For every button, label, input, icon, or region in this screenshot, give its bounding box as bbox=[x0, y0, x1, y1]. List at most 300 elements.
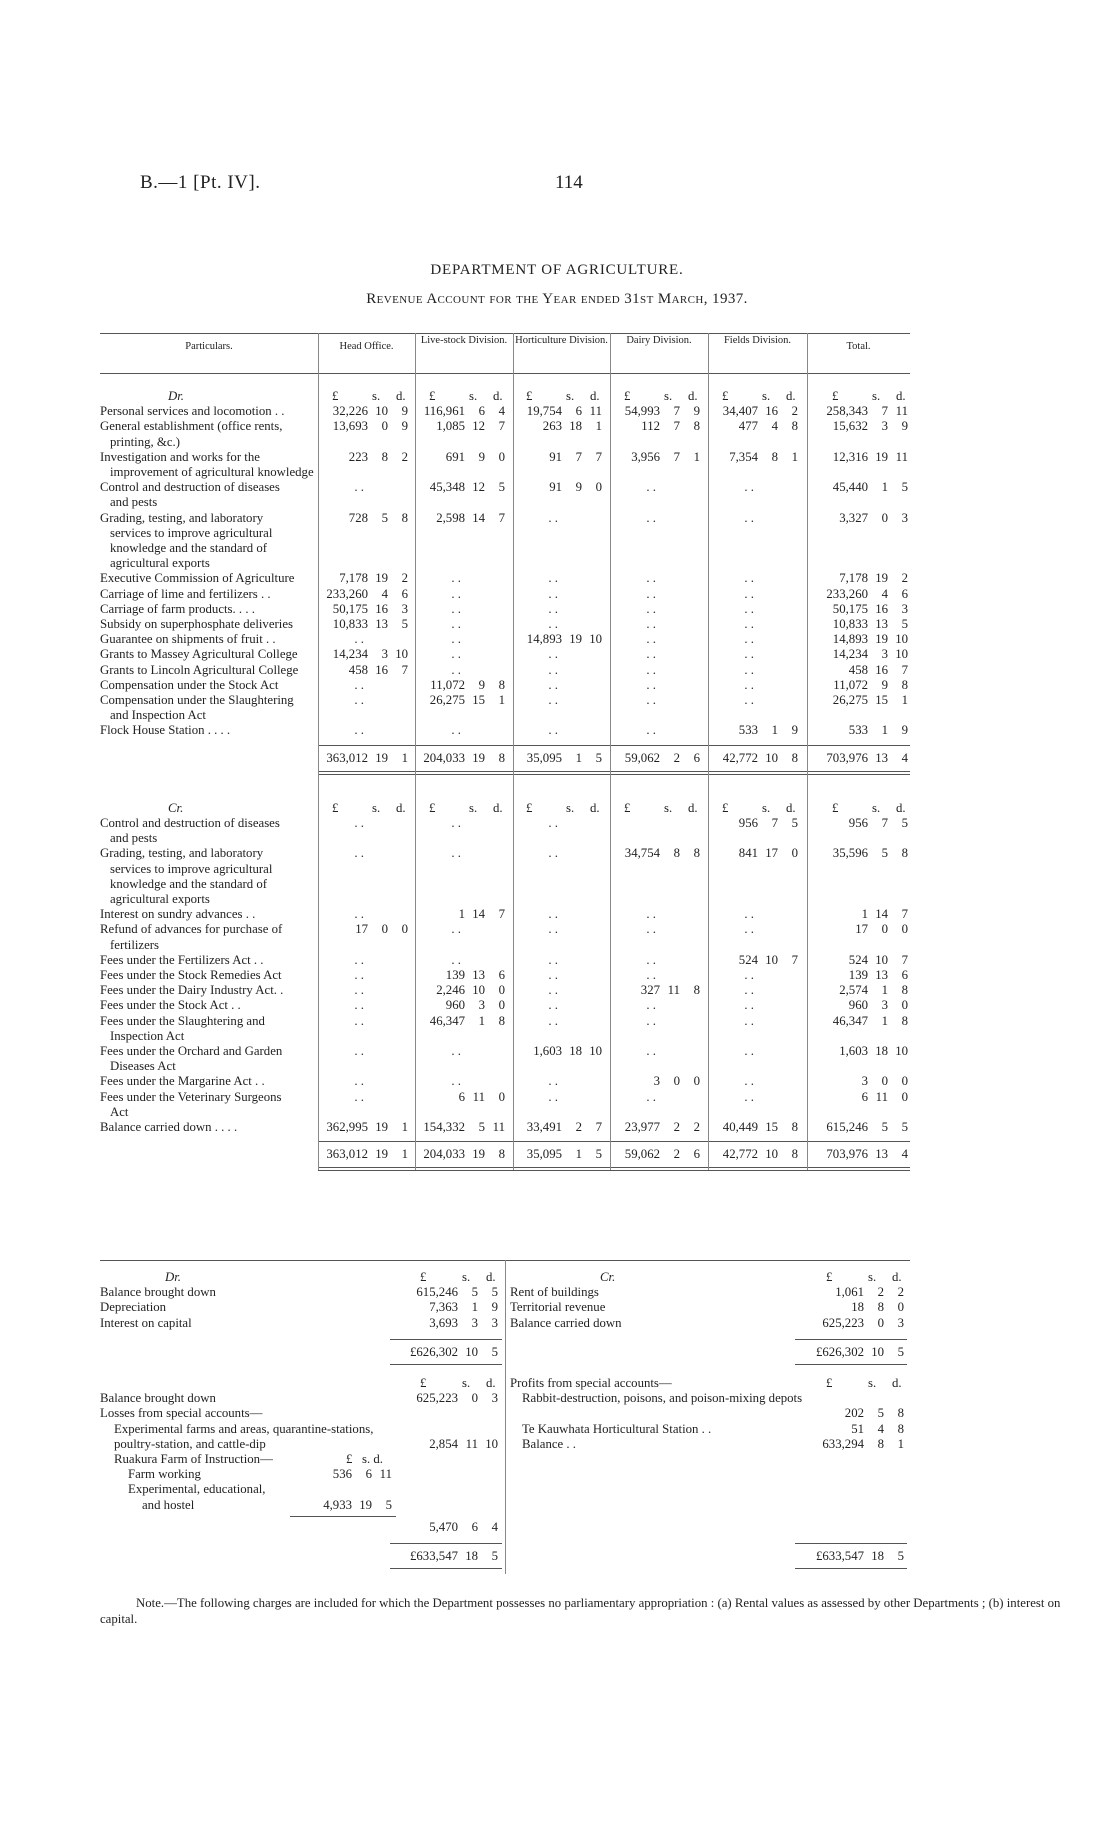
cr-total-c3-d: 6 bbox=[693, 1147, 700, 1162]
cr-pound-4: £ bbox=[722, 800, 729, 815]
cr-r4-c4-pounds: 524 bbox=[738, 952, 758, 967]
dr-r10-c5-d: 10 bbox=[895, 647, 908, 662]
dr-r0-c4-d: 2 bbox=[791, 404, 798, 419]
column-divider-2 bbox=[513, 333, 514, 1170]
summary-divider bbox=[505, 1260, 506, 1574]
cr-r2-c5-pounds: 1 bbox=[861, 907, 868, 922]
cr-total-c4-s: 10 bbox=[765, 1147, 778, 1162]
cr-label-text-4: Fees under the Fertilizers Act . . bbox=[100, 952, 264, 967]
s1-left-val-1-d: 9 bbox=[491, 1300, 498, 1315]
cr-label-6 bbox=[100, 983, 314, 998]
cr-r2-c0: . . bbox=[354, 907, 364, 922]
cr-label-text-0: Control and destruction of diseases bbox=[100, 816, 280, 830]
s1-left-val-0-d: 5 bbox=[491, 1285, 498, 1300]
s2-rabbit-label: Rabbit-destruction, poisons, and poison-mixing depots bbox=[522, 1391, 803, 1406]
cr-r1-c3-s: 8 bbox=[673, 846, 680, 861]
cr-pound-3: £ bbox=[624, 800, 631, 815]
dr-label-5 bbox=[100, 571, 314, 586]
dr-subtotal-rule bbox=[318, 745, 910, 746]
cr-r7-c4: . . bbox=[744, 998, 754, 1013]
cr-r11-c1-d: 0 bbox=[498, 1089, 505, 1104]
s1-left-units-s: s. bbox=[462, 1270, 471, 1284]
dr-r2-c2-pounds: 91 bbox=[549, 449, 562, 464]
dr-r1-c0-pounds: 13,693 bbox=[332, 419, 368, 434]
dr-r13-c3: . . bbox=[646, 693, 656, 707]
dr-r3-c5-d: 5 bbox=[901, 480, 908, 495]
dr-d-5: d. bbox=[896, 389, 906, 403]
dr-label-13 bbox=[100, 693, 314, 723]
cr-r5-c1-d: 6 bbox=[498, 968, 505, 982]
column-divider-3 bbox=[610, 333, 611, 1170]
dr-r9-c5-d: 10 bbox=[895, 632, 908, 647]
s1-right-val-2-pounds: 625,223 bbox=[822, 1315, 864, 1330]
cr-s-3: s. bbox=[664, 800, 673, 815]
cr-r5-c5-s: 13 bbox=[875, 968, 888, 982]
cr-r4-c5-s: 10 bbox=[875, 952, 888, 967]
dr-r3-c4: . . bbox=[744, 480, 754, 495]
cr-r6-c3-pounds: 327 bbox=[640, 983, 660, 998]
cr-label-2 bbox=[100, 907, 314, 922]
cr-r8-c1-d: 8 bbox=[498, 1013, 505, 1028]
s1-left-val-0-pounds: 615,246 bbox=[416, 1285, 458, 1300]
dr-r3-c3: . . bbox=[646, 480, 656, 495]
cr-label-12 bbox=[100, 1120, 314, 1135]
s2-brought-label: Balance brought down bbox=[100, 1391, 216, 1406]
dr-r2-c5-pounds: 12,316 bbox=[832, 449, 868, 464]
dr-r14-c2: . . bbox=[548, 723, 558, 738]
cr-s-2: s. bbox=[566, 800, 575, 815]
s2-hostel-val-d: 5 bbox=[385, 1497, 392, 1512]
column-header-6: Total. bbox=[846, 341, 871, 352]
cr-r12-c2-d: 7 bbox=[595, 1120, 602, 1134]
s2-farm-working-label: Farm working bbox=[128, 1467, 201, 1482]
dr-r6-c5-d: 6 bbox=[901, 586, 908, 601]
dr-label-8 bbox=[100, 617, 314, 632]
dr-r7-c4: . . bbox=[744, 601, 754, 616]
dr-r6-c4: . . bbox=[744, 586, 754, 601]
dr-total-c3-pounds: 59,062 bbox=[624, 750, 660, 765]
s1-left-units-d: d. bbox=[486, 1270, 496, 1284]
cr-r12-c5-pounds: 615,246 bbox=[826, 1120, 868, 1134]
s2-left-rule bbox=[390, 1543, 502, 1544]
cr-total-c3-pounds: 59,062 bbox=[624, 1147, 660, 1162]
cr-d-4: d. bbox=[786, 800, 796, 815]
cr-r1-c5-pounds: 35,596 bbox=[832, 846, 868, 861]
cr-r10-c3-pounds: 3 bbox=[653, 1074, 660, 1089]
s1-right-label-2: Balance carried down bbox=[510, 1315, 622, 1330]
cr-s-4: s. bbox=[762, 800, 771, 815]
cr-label-text-2: Interest on sundry advances . . bbox=[100, 907, 256, 922]
dr-pound-3: £ bbox=[624, 389, 631, 403]
cr-r10-c4: . . bbox=[744, 1074, 754, 1089]
cr-pound-0: £ bbox=[332, 800, 339, 815]
dr-r0-c1-d: 4 bbox=[498, 404, 505, 419]
cr-label-text-10: Fees under the Margarine Act . . bbox=[100, 1074, 265, 1089]
dr-r5-c4: . . bbox=[744, 571, 754, 586]
s2-hostel-label: and hostel bbox=[142, 1497, 195, 1512]
dr-label-text-4: Grading, testing, and laboratory bbox=[100, 510, 264, 525]
cr-total-c3-s: 2 bbox=[673, 1147, 680, 1162]
dr-r9-c2-d: 10 bbox=[589, 632, 602, 647]
s2-balance-val-pounds: 633,294 bbox=[822, 1436, 864, 1451]
page-header-code: B.—1 [Pt. IV]. bbox=[140, 172, 261, 193]
dr-r3-c1-d: 5 bbox=[498, 480, 505, 495]
cr-r12-c0-s: 19 bbox=[375, 1120, 388, 1134]
cr-d-3: d. bbox=[688, 800, 698, 815]
column-header-1: Head Office. bbox=[339, 341, 394, 352]
dr-r4-c0-s: 5 bbox=[381, 510, 388, 525]
s2-profits-heading: Profits from special accounts— bbox=[510, 1376, 672, 1390]
s2-left-total-rule bbox=[390, 1568, 502, 1569]
dr-total-rule bbox=[318, 771, 910, 772]
revenue-account-table bbox=[100, 333, 1062, 1243]
cr-d-1: d. bbox=[493, 800, 503, 815]
dr-r0-c3-pounds: 54,993 bbox=[624, 404, 660, 419]
cr-r6-c3-s: 11 bbox=[667, 983, 680, 998]
cr-r3-c2: . . bbox=[548, 922, 558, 937]
cr-r9-c5-s: 18 bbox=[875, 1044, 888, 1058]
cr-r4-c4-d: 7 bbox=[791, 952, 798, 967]
cr-r10-c3-d: 0 bbox=[693, 1074, 700, 1089]
dr-r0-c0-s: 10 bbox=[375, 404, 388, 419]
page-number: 114 bbox=[555, 172, 583, 193]
s1-left-val-2-s: 3 bbox=[471, 1315, 478, 1330]
s2-right-units-s: s. bbox=[868, 1376, 877, 1390]
dr-r0-c0-d: 9 bbox=[401, 404, 408, 419]
s1-left-val-0-s: 5 bbox=[471, 1285, 478, 1300]
s1-right-total-rule bbox=[795, 1364, 907, 1365]
dr-r2-c3-d: 1 bbox=[693, 449, 700, 464]
s2-ruakura-total-pounds: 5,470 bbox=[429, 1519, 458, 1534]
dr-r0-c1-s: 6 bbox=[478, 404, 485, 419]
dr-r8-c0-pounds: 10,833 bbox=[332, 617, 368, 631]
dr-r1-c3-pounds: 112 bbox=[641, 419, 660, 434]
s2-experimental-val-pounds: 2,854 bbox=[429, 1436, 458, 1451]
s2-kauwhata-val-d: 8 bbox=[897, 1421, 904, 1436]
cr-total-c5-d: 4 bbox=[901, 1147, 908, 1162]
cr-r2-c2: . . bbox=[548, 907, 558, 922]
cr-r3-c1: . . bbox=[451, 922, 461, 937]
dr-label-text-13: Compensation under the Slaughtering bbox=[100, 693, 294, 707]
s1-left-label-2: Interest on capital bbox=[100, 1315, 192, 1330]
cr-pound-1: £ bbox=[429, 800, 436, 815]
cr-r12-c3-pounds: 23,977 bbox=[624, 1120, 660, 1134]
dr-total-c4-pounds: 42,772 bbox=[722, 750, 758, 765]
cr-r0-c4-d: 5 bbox=[791, 816, 798, 830]
cr-r10-c2: . . bbox=[548, 1074, 558, 1089]
cr-label-text-8: Fees under the Slaughtering and bbox=[100, 1013, 265, 1028]
dr-r10-c4: . . bbox=[744, 647, 754, 662]
cr-r5-c3: . . bbox=[646, 968, 656, 982]
cr-r11-c5-d: 0 bbox=[901, 1089, 908, 1104]
cr-label-4 bbox=[100, 953, 314, 968]
cr-r3-c0-d: 0 bbox=[401, 922, 408, 937]
s2-experimental-val-d: 10 bbox=[485, 1436, 498, 1451]
dr-r0-c2-s: 6 bbox=[575, 404, 582, 419]
s2-balance-val-d: 1 bbox=[897, 1436, 904, 1451]
dr-label-cont-2: improvement of agricultural knowledge bbox=[110, 465, 314, 479]
cr-r11-c4: . . bbox=[744, 1089, 754, 1104]
dr-r7-c5-pounds: 50,175 bbox=[832, 601, 868, 616]
cr-r4-c5-pounds: 524 bbox=[848, 952, 868, 967]
cr-r5-c2: . . bbox=[548, 968, 558, 982]
dr-r0-c2-pounds: 19,754 bbox=[526, 404, 562, 419]
dr-r12-c5-s: 9 bbox=[881, 677, 888, 692]
dr-r14-c5-d: 9 bbox=[901, 723, 908, 738]
s2-right-units-pound: £ bbox=[826, 1376, 833, 1390]
cr-total-c1-d: 8 bbox=[498, 1147, 505, 1162]
s1-left-val-2-pounds: 3,693 bbox=[429, 1315, 458, 1330]
s1-right-units-d: d. bbox=[892, 1270, 902, 1284]
cr-r8-c5-s: 1 bbox=[881, 1013, 888, 1028]
s2-brought-val-d: 3 bbox=[491, 1391, 498, 1406]
s1-right-val-0-s: 2 bbox=[877, 1285, 884, 1300]
cr-label-text-5: Fees under the Stock Remedies Act bbox=[100, 968, 282, 982]
dr-r6-c5-pounds: 233,260 bbox=[826, 586, 868, 601]
dr-r8-c1: . . bbox=[451, 617, 461, 631]
dr-r3-c1-s: 12 bbox=[472, 480, 485, 495]
cr-r3-c5-s: 0 bbox=[881, 922, 888, 937]
dr-r9-c5-s: 19 bbox=[875, 632, 888, 647]
dr-r0-c5-s: 7 bbox=[881, 404, 888, 419]
cr-r10-c5-d: 0 bbox=[901, 1074, 908, 1089]
dr-r1-c2-s: 18 bbox=[569, 419, 582, 434]
column-divider-0 bbox=[318, 333, 319, 1170]
cr-subtotal-rule bbox=[318, 1141, 910, 1142]
dr-r11-c1: . . bbox=[451, 662, 461, 677]
cr-r12-c1-s: 5 bbox=[478, 1120, 485, 1134]
dr-r1-c3-s: 7 bbox=[673, 419, 680, 434]
cr-label-1 bbox=[100, 846, 314, 907]
cr-label-cont-11: Act bbox=[110, 1104, 129, 1119]
dr-r11-c4: . . bbox=[744, 662, 754, 677]
s2-kauwhata-val-s: 4 bbox=[877, 1421, 884, 1436]
dr-r0-c5-pounds: 258,343 bbox=[826, 404, 868, 419]
dr-r6-c1: . . bbox=[451, 586, 461, 601]
dr-s-0: s. bbox=[372, 389, 381, 403]
dr-s-1: s. bbox=[469, 389, 478, 403]
cr-label-text-9: Fees under the Orchard and Garden bbox=[100, 1044, 283, 1058]
dr-label-text-1: General establishment (office rents, bbox=[100, 419, 283, 434]
dr-r2-c0-s: 8 bbox=[381, 449, 388, 464]
s2-balance-val-s: 8 bbox=[877, 1436, 884, 1451]
s2-right-rule bbox=[795, 1543, 907, 1544]
cr-r9-c5-pounds: 1,603 bbox=[839, 1044, 868, 1058]
s1-right-val-1-d: 0 bbox=[897, 1300, 904, 1315]
dr-r8-c2: . . bbox=[548, 617, 558, 631]
dr-r12-c1-s: 9 bbox=[478, 677, 485, 692]
cr-pound-2: £ bbox=[526, 800, 533, 815]
dr-s-3: s. bbox=[664, 389, 673, 403]
cr-r8-c5-pounds: 46,347 bbox=[832, 1013, 868, 1028]
dr-r1-c1-s: 12 bbox=[472, 419, 485, 434]
cr-r1-c2: . . bbox=[548, 846, 558, 861]
dr-label-text-10: Grants to Massey Agricultural College bbox=[100, 647, 298, 662]
s2-hostel-val-s: 19 bbox=[359, 1497, 372, 1512]
dr-label-1 bbox=[100, 419, 314, 449]
dr-pound-0: £ bbox=[332, 389, 339, 403]
dr-r0-c5-d: 11 bbox=[895, 404, 908, 419]
dr-r14-c3: . . bbox=[646, 723, 656, 738]
dr-r4-c5-pounds: 3,327 bbox=[839, 510, 868, 525]
s2-farm-working-val-s: 6 bbox=[365, 1467, 372, 1482]
column-header-3: Horticulture Division. bbox=[515, 335, 608, 346]
dr-r6-c0-d: 6 bbox=[401, 586, 408, 601]
dr-r6-c2: . . bbox=[548, 586, 558, 601]
dr-r10-c0-pounds: 14,234 bbox=[332, 647, 368, 662]
table-top-rule bbox=[100, 333, 910, 334]
dr-r12-c0: . . bbox=[354, 677, 364, 692]
dr-r10-c0-d: 10 bbox=[395, 647, 408, 662]
cr-r9-c1: . . bbox=[451, 1044, 461, 1058]
cr-d-0: d. bbox=[396, 800, 406, 815]
dr-r11-c2: . . bbox=[548, 662, 558, 677]
s2-ruakura-total-s: 6 bbox=[471, 1519, 478, 1534]
s2-right-units-d: d. bbox=[892, 1376, 902, 1390]
dr-r0-c4-pounds: 34,407 bbox=[722, 404, 758, 419]
cr-r12-c2-pounds: 33,491 bbox=[526, 1120, 562, 1134]
dr-r13-c5-d: 1 bbox=[901, 693, 908, 707]
cr-r0-c4-pounds: 956 bbox=[738, 816, 758, 830]
dr-r14-c4-pounds: 533 bbox=[738, 723, 758, 738]
cr-r4-c4-s: 10 bbox=[765, 952, 778, 967]
cr-r9-c3: . . bbox=[646, 1044, 656, 1058]
cr-r8-c1-s: 1 bbox=[478, 1013, 485, 1028]
dr-label-text-14: Flock House Station . . . . bbox=[100, 723, 231, 738]
cr-r0-c5-d: 5 bbox=[901, 816, 908, 830]
dr-r4-c1-s: 14 bbox=[472, 510, 485, 525]
cr-r5-c1-s: 13 bbox=[472, 968, 485, 982]
cr-r0-c4-s: 7 bbox=[771, 816, 778, 830]
cr-r9-c2-d: 10 bbox=[589, 1044, 602, 1058]
dr-r1-c1-pounds: 1,085 bbox=[436, 419, 465, 434]
dr-r9-c3: . . bbox=[646, 632, 656, 647]
s2-rabbit-val-pounds: 202 bbox=[844, 1406, 864, 1421]
dr-r11-c3: . . bbox=[646, 662, 656, 677]
s2-kauwhata-label: Te Kauwhata Horticultural Station . . bbox=[522, 1421, 712, 1436]
dr-r6-c0-s: 4 bbox=[381, 586, 388, 601]
cr-r7-c5-pounds: 960 bbox=[848, 998, 868, 1013]
s2-rabbit-val-d: 8 bbox=[897, 1406, 904, 1421]
cr-r4-c0: . . bbox=[354, 952, 364, 967]
dr-r0-c1-pounds: 116,961 bbox=[423, 404, 465, 419]
dr-r9-c2-pounds: 14,893 bbox=[526, 632, 562, 647]
cr-total-rule-2 bbox=[318, 1170, 910, 1171]
dr-r2-c4-d: 1 bbox=[791, 449, 798, 464]
s2-balance-label: Balance . . bbox=[522, 1436, 577, 1451]
cr-r8-c3: . . bbox=[646, 1013, 656, 1028]
dr-r4-c5-s: 0 bbox=[881, 510, 888, 525]
dr-r11-c5-pounds: 458 bbox=[848, 662, 868, 677]
s1-right-total-s: 10 bbox=[871, 1344, 884, 1359]
cr-r12-c5-d: 5 bbox=[901, 1120, 908, 1134]
cr-r9-c4: . . bbox=[744, 1044, 754, 1058]
s1-dr-label: Dr. bbox=[165, 1270, 182, 1284]
dr-label-text-7: Carriage of farm products. . . . bbox=[100, 601, 255, 616]
cr-s-5: s. bbox=[872, 800, 881, 815]
dr-r13-c1-pounds: 26,275 bbox=[429, 693, 465, 707]
cr-r12-c1-d: 11 bbox=[492, 1120, 505, 1134]
cr-label: Cr. bbox=[168, 800, 184, 815]
dr-label-text-12: Compensation under the Stock Act bbox=[100, 677, 279, 692]
dr-r14-c0: . . bbox=[354, 723, 364, 738]
s2-left-total-pounds: £633,547 bbox=[410, 1549, 458, 1563]
dr-r5-c5-d: 2 bbox=[901, 571, 908, 586]
dr-r4-c1-d: 7 bbox=[498, 510, 505, 525]
s2-experimental-val-s: 11 bbox=[465, 1436, 478, 1451]
column-divider-4 bbox=[708, 333, 709, 1170]
dr-label-text-9: Guarantee on shipments of fruit . . bbox=[100, 632, 276, 647]
dr-r1-c4-d: 8 bbox=[791, 419, 798, 434]
column-divider-1 bbox=[415, 333, 416, 1170]
cr-r2-c1-pounds: 1 bbox=[458, 907, 465, 922]
dr-r14-c1: . . bbox=[451, 723, 461, 738]
dr-d-2: d. bbox=[590, 389, 600, 403]
dr-r1-c3-d: 8 bbox=[693, 419, 700, 434]
column-header-0: Particulars. bbox=[185, 341, 233, 352]
cr-r11-c3: . . bbox=[646, 1089, 656, 1104]
cr-label-cont-8: Inspection Act bbox=[110, 1028, 185, 1043]
cr-r9-c2-s: 18 bbox=[569, 1044, 582, 1058]
dr-r2-c0-d: 2 bbox=[401, 449, 408, 464]
cr-total-c5-pounds: 703,976 bbox=[826, 1147, 868, 1162]
dr-r4-c0-d: 8 bbox=[401, 510, 408, 525]
cr-d-2: d. bbox=[590, 800, 600, 815]
cr-d-5: d. bbox=[896, 800, 906, 815]
s2-left-units-pound: £ bbox=[420, 1376, 427, 1390]
cr-r0-c1: . . bbox=[451, 816, 461, 830]
s2-left-units-d: d. bbox=[486, 1376, 496, 1390]
cr-r2-c5-d: 7 bbox=[901, 907, 908, 922]
cr-label-cont-3: fertilizers bbox=[110, 937, 160, 952]
cr-r10-c1: . . bbox=[451, 1074, 461, 1089]
s2-hostel-val-pounds: 4,933 bbox=[323, 1497, 352, 1512]
dr-r7-c2: . . bbox=[548, 601, 558, 616]
cr-total-c2-d: 5 bbox=[595, 1147, 602, 1162]
dr-r10-c0-s: 3 bbox=[381, 647, 388, 662]
dr-r5-c5-pounds: 7,178 bbox=[839, 571, 868, 586]
cr-r8-c1-pounds: 46,347 bbox=[429, 1013, 465, 1028]
dr-label-2 bbox=[100, 450, 314, 480]
dr-label-9 bbox=[100, 632, 314, 647]
dr-r1-c1-d: 7 bbox=[498, 419, 505, 434]
dr-r13-c5-s: 15 bbox=[875, 693, 888, 707]
cr-r3-c0-s: 0 bbox=[381, 922, 388, 937]
cr-r1-c4-d: 0 bbox=[791, 846, 798, 861]
s2-exp-edu-label: Experimental, educational, bbox=[128, 1482, 266, 1497]
dr-label-7 bbox=[100, 602, 314, 617]
cr-r12-c5-s: 5 bbox=[881, 1120, 888, 1134]
column-header-2: Live-stock Division. bbox=[420, 335, 508, 346]
s2-left-units-s: s. bbox=[462, 1376, 471, 1390]
s1-right-val-0-pounds: 1,061 bbox=[835, 1285, 864, 1300]
cr-r0-c5-s: 7 bbox=[881, 816, 888, 830]
cr-r2-c3: . . bbox=[646, 907, 656, 922]
dr-r3-c1-pounds: 45,348 bbox=[429, 480, 465, 495]
cr-r10-c5-pounds: 3 bbox=[861, 1074, 868, 1089]
cr-r1-c5-d: 8 bbox=[901, 846, 908, 861]
dr-r9-c4: . . bbox=[744, 632, 754, 647]
cr-r7-c2: . . bbox=[548, 998, 558, 1013]
s1-right-total-pounds: £626,302 bbox=[816, 1344, 864, 1359]
s1-right-val-2-d: 3 bbox=[897, 1315, 904, 1330]
cr-r11-c0: . . bbox=[354, 1089, 364, 1104]
dr-r1-c4-pounds: 477 bbox=[738, 419, 758, 434]
dr-label-cont-3: and pests bbox=[110, 495, 158, 510]
dr-label-cont-4: services to improve agricultural knowledge and the standard of agricultural exports bbox=[110, 525, 273, 571]
cr-r8-c4: . . bbox=[744, 1013, 754, 1028]
dr-r12-c3: . . bbox=[646, 677, 656, 692]
